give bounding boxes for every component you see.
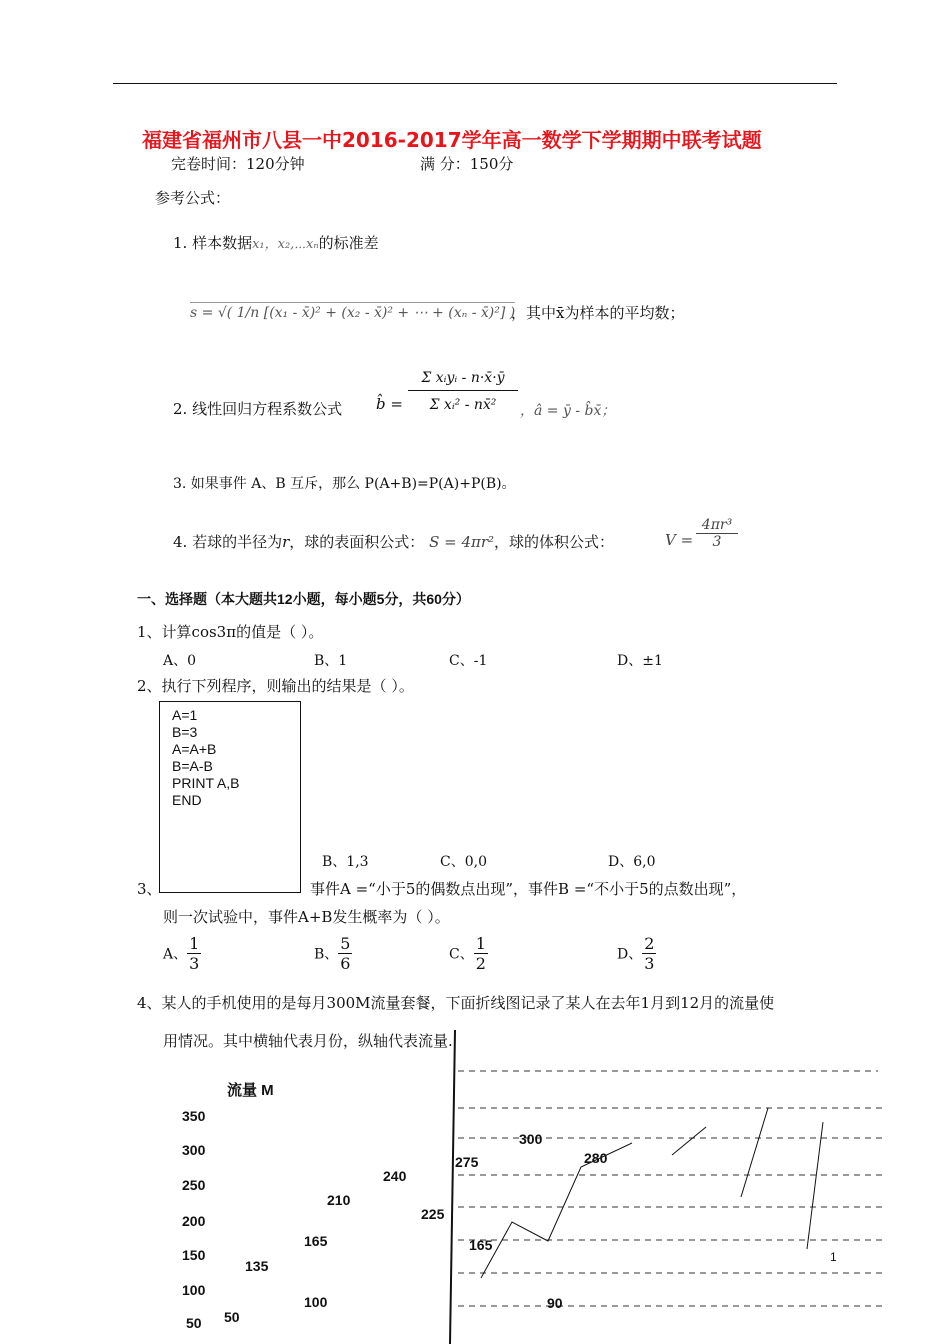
- q2-option-b: B、1,3: [322, 854, 369, 870]
- question-4-line2: 用情况。其中横轴代表月份，纵轴代表流量.: [163, 1032, 453, 1050]
- q3-b-num: 5: [340, 934, 351, 953]
- code-line: PRINT A,B: [172, 775, 240, 791]
- formula-1-label: 1. 样本数据: [173, 234, 253, 252]
- q3-b-den: 6: [340, 954, 351, 973]
- question-3-line2: 则一次试验中，事件A+B发生概率为（ ）。: [163, 908, 450, 926]
- y-axis: [450, 1030, 455, 1344]
- series-segment: [481, 1143, 632, 1278]
- y-tick-label: 150: [182, 1247, 206, 1263]
- exam-time: 完卷时间：120分钟: [171, 155, 305, 173]
- formula-4-volume-den: 3: [712, 534, 722, 550]
- section-heading: 一、选择题（本大题共12小题，每小题5分，共60分）: [137, 591, 470, 607]
- q3-c-num: 1: [475, 934, 486, 953]
- full-score: 满 分：150分: [420, 155, 514, 173]
- q3-option-a-label: A、: [163, 946, 188, 963]
- q3-option-c-label: C、: [449, 946, 474, 963]
- q3-c-den: 2: [475, 954, 486, 973]
- data-label: 165: [469, 1237, 493, 1253]
- formula-4-r: r: [282, 533, 290, 551]
- q1-option-c: C、-1: [449, 653, 488, 669]
- formula-2-denominator: Σ xᵢ² - nx̄²: [429, 397, 497, 413]
- question-3-number: 3、: [137, 880, 162, 898]
- data-label: 240: [383, 1168, 407, 1184]
- formula-4-volume-lhs: V =: [665, 531, 694, 549]
- y-tick-label: 100: [182, 1282, 206, 1298]
- formula-1-tail: 的标准差: [318, 234, 379, 252]
- formula-4-label: 4. 若球的半径为: [173, 533, 283, 551]
- q3-a-den: 3: [189, 954, 200, 973]
- question-4: 4、某人的手机使用的是每月300M流量套餐，下面折线图记录了某人在去年1月到12月的流量使: [137, 994, 775, 1012]
- question-2: 2、执行下列程序，则输出的结果是（ ）。: [137, 677, 414, 695]
- formula-4-volume-num: 4πr³: [696, 517, 738, 534]
- page-title: 福建省福州市八县一中2016-2017学年高一数学下学期期中联考试题: [142, 128, 762, 152]
- code-line: A=A+B: [172, 741, 217, 757]
- series-segment: [807, 1122, 823, 1249]
- formula-4-surface: S = 4πr²: [429, 533, 495, 551]
- data-label: 225: [421, 1206, 445, 1222]
- data-label: 50: [224, 1309, 240, 1325]
- data-label: 280: [584, 1150, 608, 1166]
- data-label: 135: [245, 1258, 269, 1274]
- code-line: B=3: [172, 724, 198, 740]
- data-label: 90: [547, 1295, 563, 1311]
- formula-1-vars: x₁，x₂,⋯xₙ: [252, 237, 319, 252]
- q2-option-c: C、0,0: [440, 854, 487, 870]
- chart-gridlines: [458, 1071, 885, 1306]
- question-3: 事件A =“小于5的偶数点出现”，事件B =“不小于5的点数出现”，: [310, 880, 747, 898]
- ref-formulas-heading: 参考公式：: [155, 189, 231, 207]
- y-tick-label: 50: [186, 1315, 202, 1331]
- data-label: 210: [327, 1192, 351, 1208]
- y-tick-label: 200: [182, 1213, 206, 1229]
- data-label: 165: [304, 1233, 328, 1249]
- data-label: 275: [455, 1154, 479, 1170]
- formula-2-numerator: Σ xᵢyᵢ - n·x̄·ȳ: [408, 370, 518, 391]
- y-tick-label: 350: [182, 1108, 206, 1124]
- data-label: 100: [304, 1294, 328, 1310]
- q3-option-d-label: D、: [617, 946, 643, 963]
- q1-option-b: B、1: [314, 653, 348, 669]
- data-label: 300: [519, 1131, 543, 1147]
- q3-d-num: 2: [644, 934, 655, 953]
- formula-4-mid2: ，球的体积公式：: [494, 533, 615, 551]
- formula-2-bhat: b̂ =: [376, 395, 403, 413]
- x-tick-label: 1: [830, 1250, 837, 1264]
- chart-ylabel: 流量 M: [227, 1082, 274, 1099]
- y-tick-label: 250: [182, 1177, 206, 1193]
- formula-1-expr: s = √( 1/n [(x₁ - x̄)² + (x₂ - x̄)² + ⋯ + (xₙ - x̄)²] ): [190, 302, 515, 321]
- q2-option-d: D、6,0: [608, 854, 656, 870]
- formula-4-mid: ，球的表面积公式：: [289, 533, 425, 551]
- series-segment: [741, 1108, 768, 1197]
- y-tick-label: 300: [182, 1142, 206, 1158]
- question-1: 1、计算cos3π的值是（ ）。: [137, 623, 324, 641]
- q1-option-a: A、0: [163, 653, 197, 669]
- series-segment: [672, 1127, 706, 1155]
- code-line: B=A-B: [172, 758, 213, 774]
- formula-1-note: ，其中x̄为样本的平均数；: [511, 304, 685, 322]
- q3-option-b-label: B、: [314, 946, 339, 963]
- q3-d-den: 3: [644, 954, 655, 973]
- formula-3: 3. 如果事件 A、B 互斥，那么 P(A+B)=P(A)+P(B)。: [173, 476, 516, 492]
- formula-2-label: 2. 线性回归方程系数公式: [173, 400, 343, 418]
- code-line: END: [172, 792, 202, 808]
- code-line: A=1: [172, 707, 198, 723]
- q3-a-num: 1: [189, 934, 200, 953]
- formula-2-ahat: ，â = ȳ - b̂x̄；: [520, 403, 616, 419]
- q1-option-d: D、±1: [617, 653, 663, 669]
